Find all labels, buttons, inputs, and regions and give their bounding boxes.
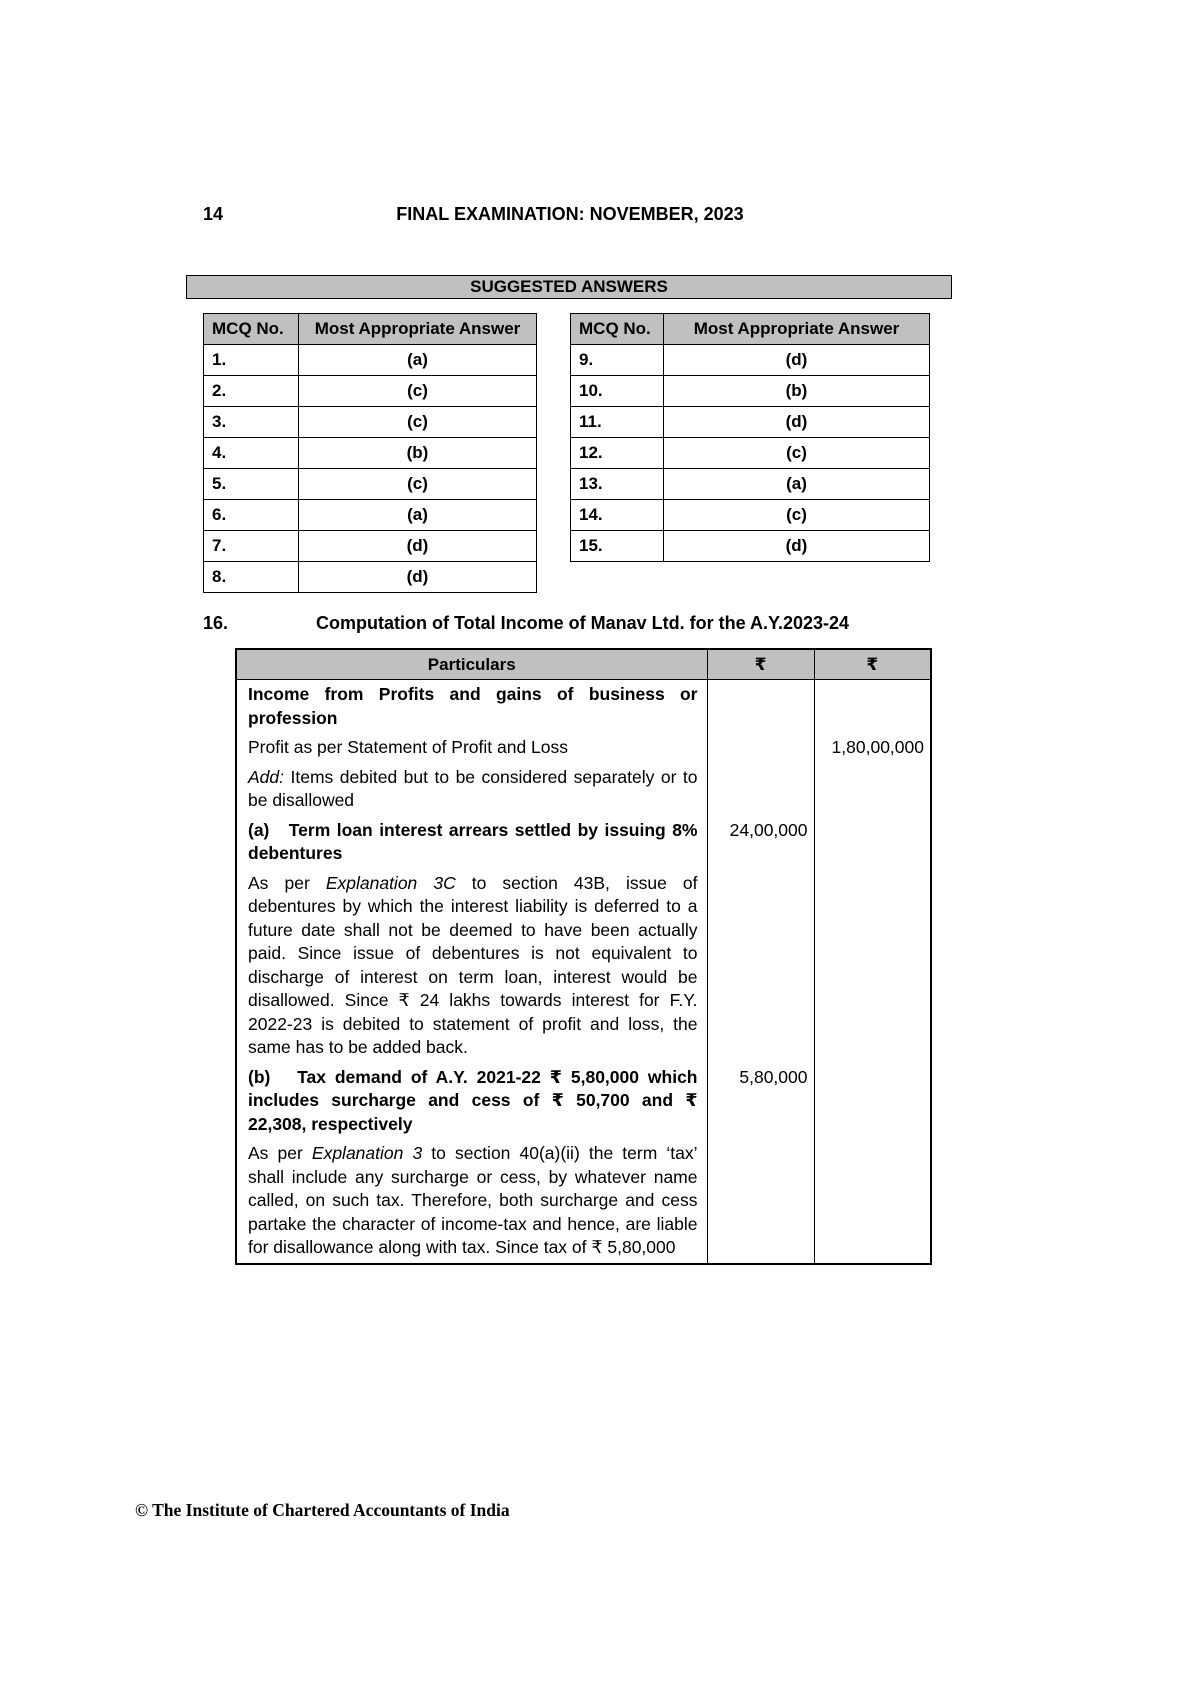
particulars-cell [236,680,707,734]
particulars-cell [236,1063,707,1140]
computation-row [236,763,931,816]
mcq-answer-cell: (d) [299,562,537,593]
rupee-header-1: ₹ [707,649,814,680]
mcq-number-cell: 7. [204,531,299,562]
computation-row [236,1063,931,1140]
mcq-row [204,562,537,593]
mcq-answer-cell: (a) [664,469,930,500]
particulars-cell [236,733,707,763]
mcq-answer-header: Most Appropriate Answer [299,314,537,345]
page-number: 14 [203,204,224,224]
amount-cell-1: 5,80,000 [707,1063,814,1140]
mcq-answer-cell: (a) [299,500,537,531]
amount-cell-1: 24,00,000 [707,816,814,869]
mcq-row [204,531,537,562]
particulars-text: to section 43B, issue of debentures by which the interest liability is deferred to a future date shall not be deemed to have been actually paid. Since issue of debentures is not equivalent to discharge of interest on term loan, interest would be disallowed. Since ₹ 24 lakhs towards interest for F.Y. 2022-23 is debited to statement of profit and loss, the same has to be added back. [248,872,698,1057]
mcq-answer-header: Most Appropriate Answer [664,314,930,345]
mcq-row [571,376,930,407]
particulars-text: (a) Term loan interest arrears settled by issuing 8% debentures [248,819,698,863]
mcq-number-cell: 5. [204,469,299,500]
particulars-cell [236,869,707,1063]
particulars-text: Items debited but to be considered separately or to be disallowed [248,766,698,810]
particulars-italic-text: Explanation 3 [311,1143,423,1163]
mcq-answer-cell: (c) [664,500,930,531]
question-number: 16. [203,613,229,633]
amount-cell-1 [707,869,814,1063]
mcq-answer-cell: (b) [299,438,537,469]
mcq-row [204,469,537,500]
particulars-cell [236,763,707,816]
amount-cell-2 [814,869,931,1063]
page-header-title: FINAL EXAMINATION: NOVEMBER, 2023 [396,204,744,224]
mcq-table-left-wrap [203,313,537,593]
computation-row [236,869,931,1063]
mcq-number-cell: 2. [204,376,299,407]
mcq-table-left [203,313,537,593]
mcq-answer-cell: (c) [299,376,537,407]
amount-cell-1 [707,733,814,763]
amount-cell-2 [814,1063,931,1140]
amount-cell-2 [814,680,931,734]
mcq-answer-cell: (c) [299,407,537,438]
mcq-number-cell: 10. [571,376,664,407]
mcq-no-header: MCQ No. [204,314,299,345]
mcq-no-header: MCQ No. [571,314,664,345]
amount-cell-2 [814,1139,931,1264]
particulars-text: to section 40(a)(ii) the term ‘tax’ shall include any surcharge or cess, by whatever name called, on such tax. Therefore, both surcharge and cess partake the character of income-tax and hence, are liable for disallowance along with tax. Since tax of ₹ 5,80,000 [248,1143,698,1257]
page-header [203,204,937,225]
mcq-row [571,407,930,438]
mcq-row [204,407,537,438]
mcq-number-cell: 3. [204,407,299,438]
mcq-answer-cell: (d) [664,531,930,562]
amount-cell-1 [707,1139,814,1264]
computation-row [236,733,931,763]
particulars-header: Particulars [236,649,707,680]
q16-title: Computation of Total Income of Manav Ltd. for the A.Y.2023-24 [315,613,850,633]
mcq-answer-cell: (c) [664,438,930,469]
mcq-row [571,531,930,562]
mcq-table-right-wrap [570,313,930,562]
mcq-row [571,469,930,500]
mcq-header-row [204,314,537,345]
page-footer: © The Institute of Chartered Accountants of India [135,1500,510,1520]
computation-row [236,680,931,734]
amount-cell-1 [707,680,814,734]
mcq-answer-cell: (b) [664,376,930,407]
mcq-header-row [571,314,930,345]
mcq-number-cell: 15. [571,531,664,562]
particulars-cell [236,1139,707,1264]
mcq-row [571,500,930,531]
mcq-table-right [570,313,930,562]
mcq-row [204,376,537,407]
mcq-number-cell: 12. [571,438,664,469]
computation-table-wrap [235,648,930,1265]
mcq-number-cell: 13. [571,469,664,500]
computation-row [236,1139,931,1264]
amount-cell-2 [814,816,931,869]
mcq-number-cell: 8. [204,562,299,593]
mcq-answer-cell: (d) [299,531,537,562]
mcq-row [571,345,930,376]
mcq-number-cell: 4. [204,438,299,469]
mcq-number-cell: 1. [204,345,299,376]
mcq-answer-cell: (d) [664,345,930,376]
mcq-answer-cell: (c) [299,469,537,500]
mcq-answer-cell: (a) [299,345,537,376]
amount-cell-2: 1,80,00,000 [814,733,931,763]
particulars-cell [236,816,707,869]
mcq-row [204,500,537,531]
particulars-text: Profit as per Statement of Profit and Loss [248,737,569,757]
particulars-italic-text: Add: [248,766,284,787]
computation-header-row [236,649,931,680]
mcq-row [204,345,537,376]
particulars-text: (b) Tax demand of A.Y. 2021-22 ₹ 5,80,000 which includes surcharge and cess of ₹ 50,700 and ₹ 22,308, respectively [248,1066,698,1134]
mcq-row [204,438,537,469]
computation-table [235,648,932,1265]
mcq-number-cell: 9. [571,345,664,376]
particulars-text: Income from Profits and gains of business or profession [248,684,698,728]
amount-cell-2 [814,763,931,816]
amount-cell-1 [707,763,814,816]
mcq-number-cell: 6. [204,500,299,531]
rupee-header-2: ₹ [814,649,931,680]
computation-row [236,816,931,869]
mcq-row [571,438,930,469]
particulars-text: As per [248,872,326,893]
mcq-number-cell: 11. [571,407,664,438]
particulars-text: As per [248,1143,312,1163]
suggested-answers-banner: SUGGESTED ANSWERS [186,275,952,299]
mcq-answer-cell: (d) [664,407,930,438]
mcq-number-cell: 14. [571,500,664,531]
particulars-italic-text: Explanation 3C [325,872,456,893]
